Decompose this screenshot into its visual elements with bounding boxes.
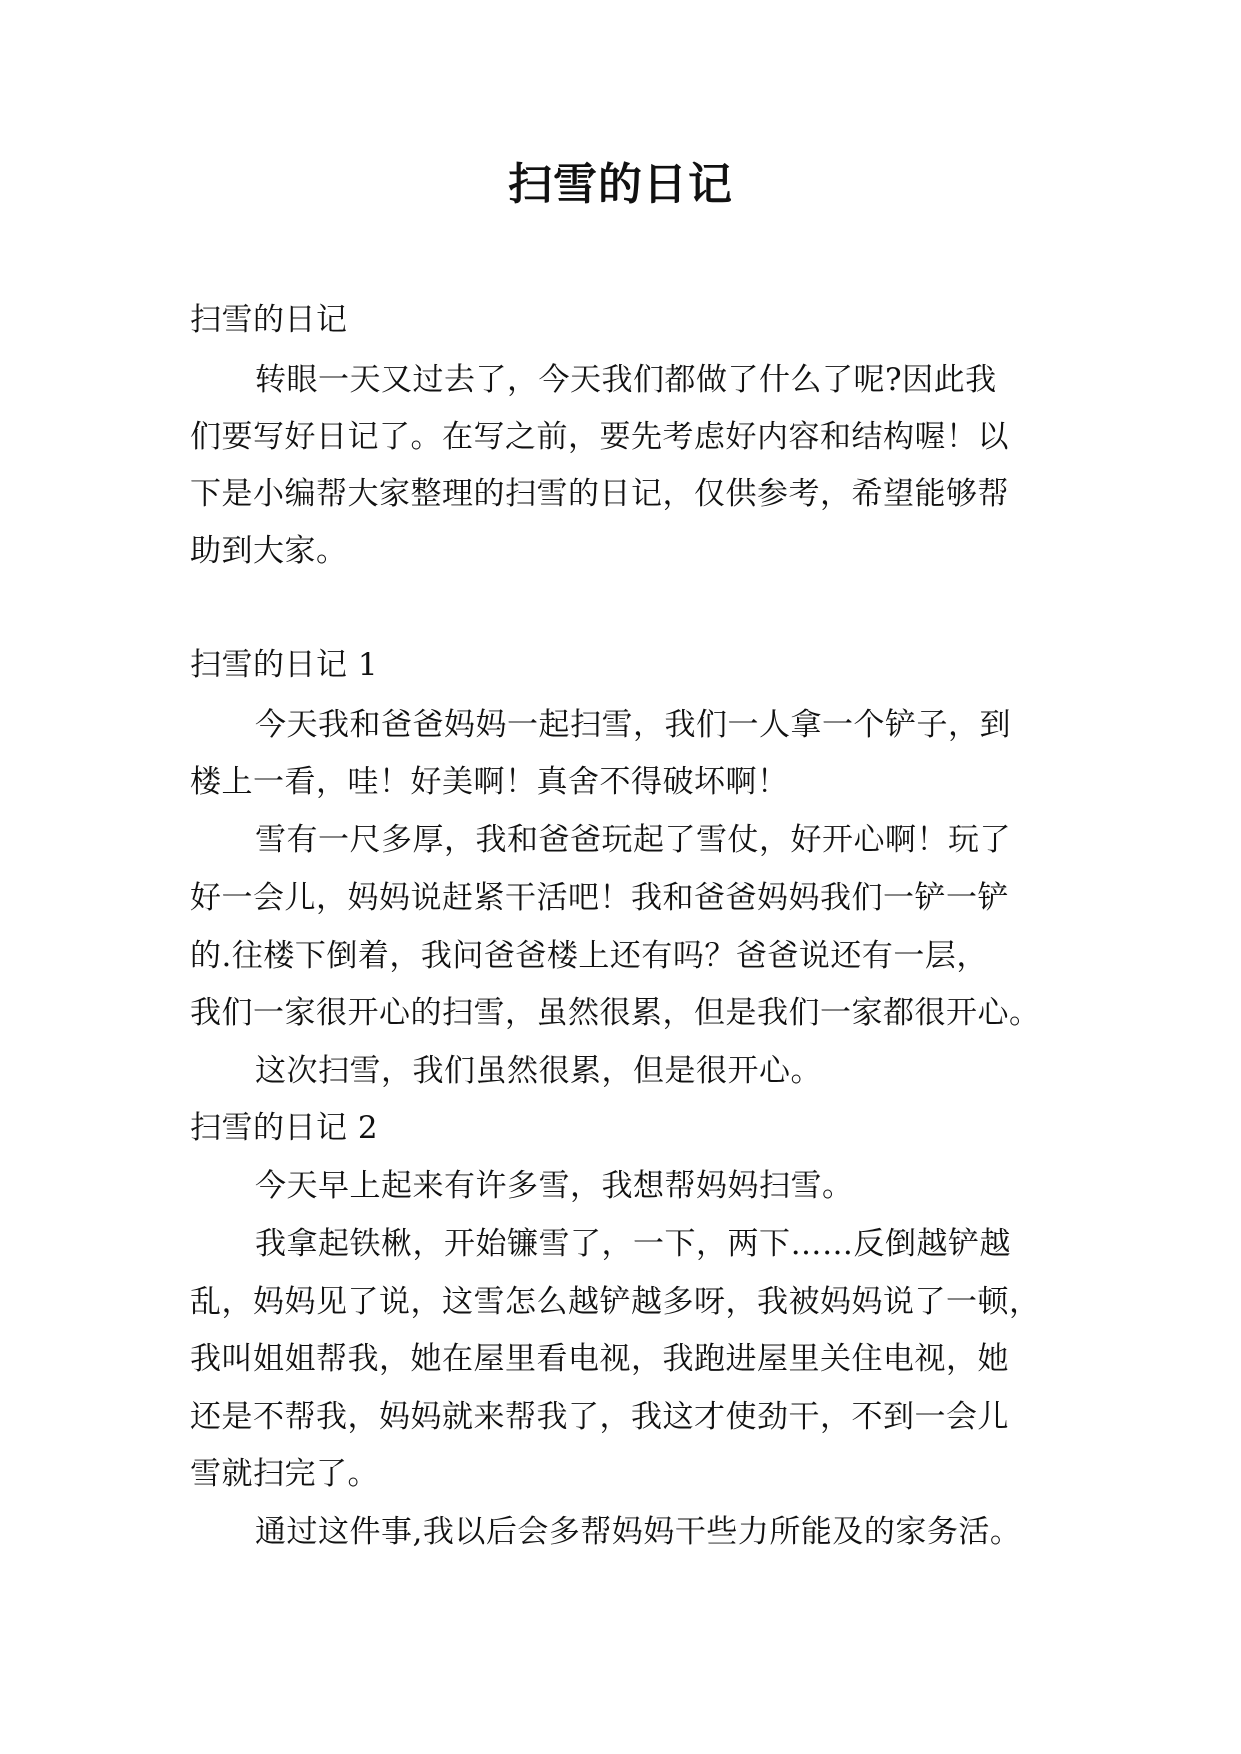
- diary-2-line-5: 还是不帮我，妈妈就来帮我了，我这才使劲干，不到一会儿: [190, 1399, 1009, 1435]
- diary-1-line-5: 的.往楼下倒着，我问爸爸楼上还有吗？爸爸说还有一层，: [190, 938, 988, 974]
- diary-2-heading: 扫雪的日记 2: [190, 1110, 379, 1146]
- diary-1-line-6: 我们一家很开心的扫雪，虽然很累，但是我们一家都很开心。: [190, 995, 1041, 1031]
- intro-paragraph-line-1: 转眼一天又过去了，今天我们都做了什么了呢?因此我: [255, 362, 997, 398]
- document-title: 扫雪的日记: [508, 159, 733, 210]
- diary-1-line-3: 雪有一尺多厚，我和爸爸玩起了雪仗，好开心啊！玩了: [255, 822, 1011, 858]
- diary-1-heading: 扫雪的日记 1: [190, 647, 379, 683]
- diary-1-line-2: 楼上一看，哇！好美啊！真舍不得破坏啊！: [190, 764, 789, 800]
- intro-paragraph-line-3: 下是小编帮大家整理的扫雪的日记，仅供参考，希望能够帮: [190, 476, 1009, 512]
- intro-heading: 扫雪的日记: [190, 302, 348, 338]
- diary-2-line-3: 乱，妈妈见了说，这雪怎么越铲越多呀，我被妈妈说了一顿，: [190, 1284, 1041, 1320]
- intro-paragraph-line-2: 们要写好日记了。在写之前，要先考虑好内容和结构喔！以: [190, 419, 1009, 455]
- diary-1-line-7: 这次扫雪，我们虽然很累，但是很开心。: [255, 1053, 822, 1089]
- diary-2-line-2: 我拿起铁楸，开始镰雪了，一下，两下……反倒越铲越: [255, 1226, 1011, 1262]
- diary-1-line-4: 好一会儿，妈妈说赶紧干活吧！我和爸爸妈妈我们一铲一铲: [190, 880, 1009, 916]
- diary-2-line-1: 今天早上起来有许多雪，我想帮妈妈扫雪。: [255, 1168, 854, 1204]
- diary-1-line-1: 今天我和爸爸妈妈一起扫雪，我们一人拿一个铲子，到: [255, 707, 1011, 743]
- diary-2-line-4: 我叫姐姐帮我，她在屋里看电视，我跑进屋里关住电视，她: [190, 1341, 1009, 1377]
- intro-paragraph-line-4: 助到大家。: [190, 533, 348, 569]
- diary-2-line-6: 雪就扫完了。: [190, 1456, 379, 1492]
- diary-2-line-7: 通过这件事,我以后会多帮妈妈干些力所能及的家务活。: [255, 1514, 1022, 1550]
